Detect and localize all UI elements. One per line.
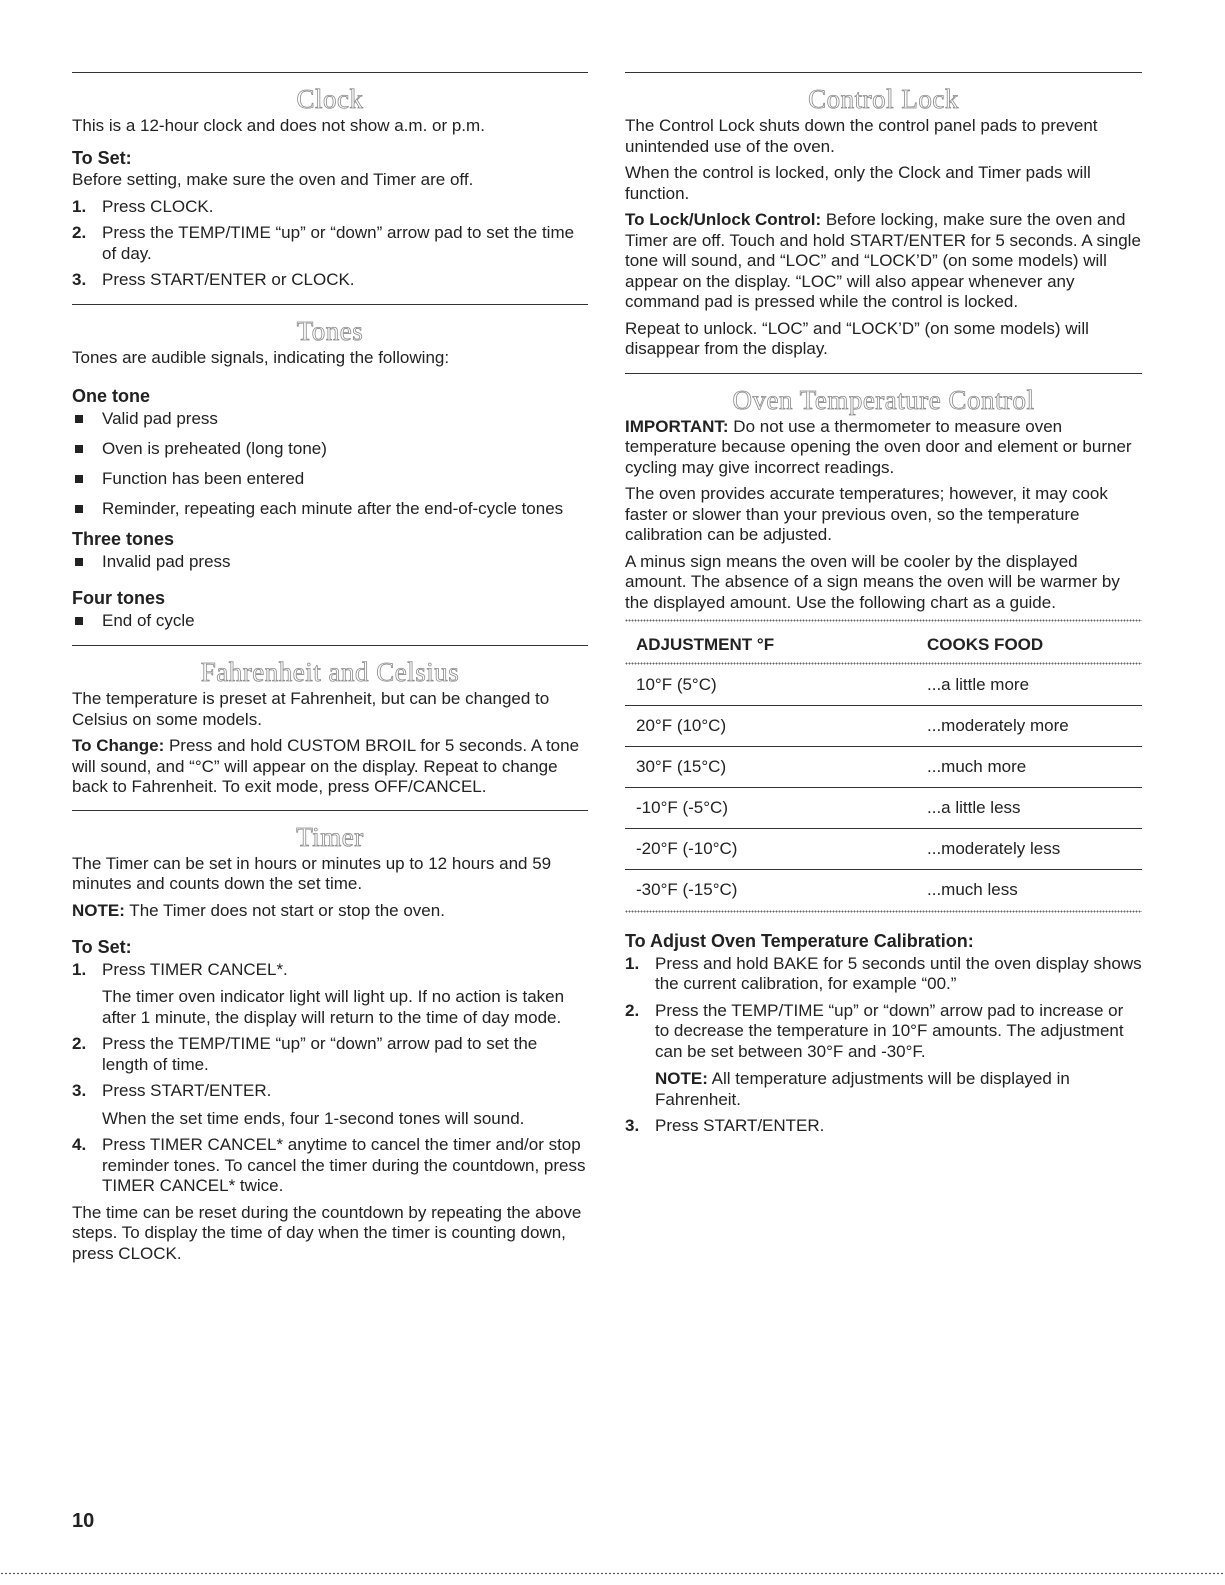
- list-item: Valid pad press: [72, 409, 588, 430]
- list-item: 1. Press CLOCK.: [72, 196, 214, 216]
- timer-note: NOTE: The Timer does not start or stop the oven.: [72, 900, 445, 920]
- section-divider: [72, 72, 588, 73]
- adjust-calibration-label: To Adjust Oven Temperature Calibration:: [625, 931, 974, 951]
- list-item: Oven is preheated (long tone): [72, 439, 588, 460]
- table-cell: ...moderately more: [916, 706, 1142, 747]
- control-lock-p3: Repeat to unlock. “LOC” and “LOCK’D” (on some models) will disappear from the display.: [625, 318, 1089, 358]
- one-tone-label: One tone: [72, 386, 151, 406]
- table-header: ADJUSTMENT °F: [636, 634, 775, 654]
- list-item: Invalid pad press: [72, 552, 588, 573]
- table-row: [625, 665, 1142, 706]
- oven-temp-important: IMPORTANT: Do not use a thermometer to measure oven temperature because opening the oven door and element or burner cycling may give incorrect readings.: [625, 416, 1132, 477]
- list-item: 3. Press START/ENTER or CLOCK.: [72, 270, 355, 289]
- table-cell: 10°F (5°C): [625, 665, 916, 706]
- list-item: Function has been entered: [72, 469, 588, 490]
- page-number: 10: [72, 1510, 95, 1532]
- control-lock-p1: The Control Lock shuts down the control panel pads to prevent unintended use of the oven.: [625, 116, 1098, 156]
- timer-intro: The Timer can be set in hours or minutes up to 12 hours and 59 minutes and counts down the set time.: [72, 853, 552, 893]
- table-header-row: [625, 628, 1142, 662]
- table-row: [625, 706, 1142, 747]
- table-header: COOKS FOOD: [927, 634, 1044, 654]
- oven-temp-p2: A minus sign means the oven will be cooler by the displayed amount. The absence of a sign means the oven will be warmer by the displayed amount. Use the following chart as a guide.: [625, 551, 1120, 612]
- table-cell: -30°F (-15°C): [636, 879, 738, 899]
- calibration-steps: [625, 954, 1142, 1137]
- clock-steps: [72, 197, 588, 291]
- table-row: [625, 747, 1142, 788]
- table-bottom-border: [625, 910, 1142, 913]
- table-row: [625, 870, 1142, 911]
- table-cell: ...much less: [927, 879, 1018, 899]
- list-item: 1. Press and hold BAKE for 5 seconds until the oven display shows the current calibration, for example “00.”: [625, 953, 1142, 993]
- control-lock-title: Control Lock: [808, 84, 959, 114]
- page-bottom-border: [0, 1572, 1225, 1575]
- left-column: [72, 72, 588, 1270]
- table-top-border: [625, 619, 1142, 622]
- table-cell: ...a little more: [916, 665, 1142, 706]
- timer-steps: [72, 960, 588, 1197]
- three-tones-label: Three tones: [72, 529, 175, 549]
- table-row: [625, 829, 1142, 870]
- timer-title: Timer: [296, 821, 364, 852]
- table-cell: -20°F (-10°C): [625, 829, 916, 870]
- list-item: 2. Press the TEMP/TIME “up” or “down” arrow pad to set the length of time.: [72, 1034, 538, 1074]
- table-cell: ...a little less: [916, 788, 1142, 829]
- list-item: 3. Press START/ENTER. When the set time ends, four 1-second tones will sound.: [72, 1081, 525, 1128]
- fahrenheit-change: To Change: Press and hold CUSTOM BROIL for 5 seconds. A tone will sound, and “°C” will appear on the display. Repeat to change back to Fahrenheit. To exit mode, press OFF/CANCEL.: [72, 736, 580, 796]
- tones-title: Tones: [296, 315, 364, 346]
- fahrenheit-intro: The temperature is preset at Fahrenheit, but can be changed to Celsius on some models.: [72, 689, 550, 729]
- oven-temp-title: Oven Temperature Control: [732, 384, 1035, 415]
- oven-temp-p1: The oven provides accurate temperatures; however, it may cook faster or slower than your previous oven, so the temperature calibration can be adjusted.: [625, 484, 1108, 544]
- list-item: Reminder, repeating each minute after the end-of-cycle tones: [72, 499, 588, 520]
- table-cell: ...moderately less: [916, 829, 1142, 870]
- list-item: 1. Press TIMER CANCEL*. The timer oven indicator light will light up. If no action is taken after 1 minute, the display will return to the time of day mode.: [72, 959, 565, 1027]
- list-item: 2. Press the TEMP/TIME “up” or “down” arrow pad to set the time of day.: [72, 223, 575, 263]
- clock-before: Before setting, make sure the oven and Timer are off.: [72, 170, 474, 189]
- tones-intro: Tones are audible signals, indicating the following:: [72, 347, 450, 367]
- table-cell: 20°F (10°C): [625, 706, 916, 747]
- list-item: 2. Press the TEMP/TIME “up” or “down” arrow pad to increase or to decrease the temperature in 10°F amounts. The adjustment can be set between 30°F and -30°F. NOTE: All temperature adjustments will be displayed in Fahrenheit.: [625, 1001, 1142, 1111]
- section-divider: [625, 373, 1142, 374]
- four-tones-list: [72, 611, 588, 632]
- control-lock-p2: When the control is locked, only the Clock and Timer pads will function.: [625, 163, 1091, 203]
- list-item: 3. Press START/ENTER.: [625, 1116, 825, 1135]
- clock-to-set-label: To Set:: [72, 147, 132, 168]
- table-row: [625, 788, 1142, 829]
- section-divider: [72, 304, 588, 305]
- right-column: [625, 72, 1142, 1143]
- one-tone-list: [72, 409, 588, 520]
- control-lock-instructions: To Lock/Unlock Control: Before locking, make sure the oven and Timer are off. Touch and hold START/ENTER for 5 seconds. A single tone will sound, and “LOC” and “LOCK’D” (on some models) will appear on the display. “LOC” will also appear whenever any command pad is pressed while the control is locked.: [625, 210, 1141, 311]
- fahrenheit-title: Fahrenheit and Celsius: [200, 657, 460, 687]
- section-divider: [72, 645, 588, 646]
- four-tones-label: Four tones: [72, 588, 165, 608]
- section-divider: [72, 810, 588, 811]
- three-tones-list: [72, 552, 588, 573]
- list-item: 4. Press TIMER CANCEL* anytime to cancel the timer and/or stop reminder tones. To cancel the timer during the countdown, press TIMER CANCEL* twice.: [72, 1135, 586, 1195]
- clock-title: Clock: [296, 84, 364, 114]
- adjustment-table: [625, 628, 1142, 910]
- table-cell: 30°F (15°C): [625, 747, 916, 788]
- calibration-note: NOTE: All temperature adjustments will be displayed in Fahrenheit.: [655, 1069, 1070, 1109]
- list-item: End of cycle: [72, 611, 588, 632]
- table-cell: -10°F (-5°C): [625, 788, 916, 829]
- clock-intro: This is a 12-hour clock and does not show a.m. or p.m.: [72, 116, 485, 135]
- timer-to-set-label: To Set:: [72, 937, 132, 957]
- table-cell: ...much more: [916, 747, 1142, 788]
- timer-outro: The time can be reset during the countdown by repeating the above steps. To display the time of day when the timer is counting down, press CLOCK.: [72, 1202, 582, 1263]
- section-divider: [625, 72, 1142, 73]
